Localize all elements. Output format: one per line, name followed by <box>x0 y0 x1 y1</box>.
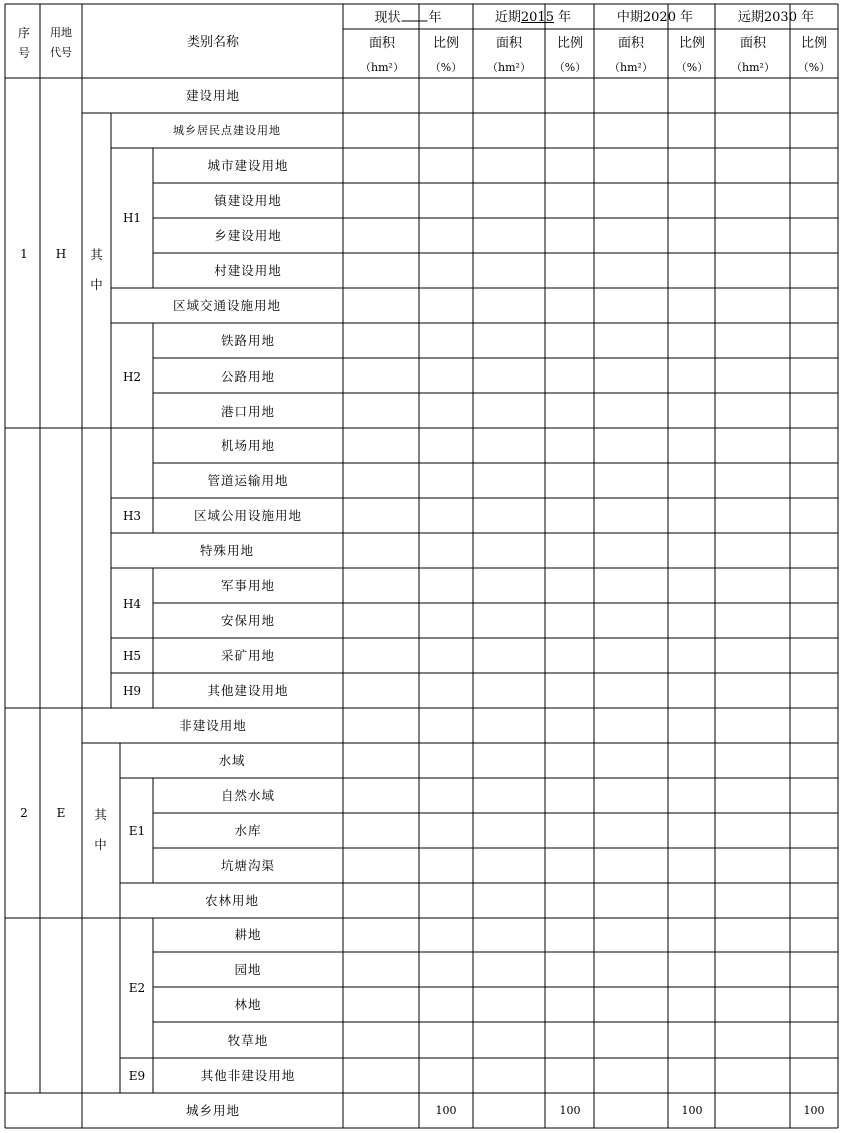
category-label: 林地 <box>234 997 262 1012</box>
category-header: 类别名称 <box>186 35 240 50</box>
category-label: 军事用地 <box>220 578 276 593</box>
category-label: 机场用地 <box>220 438 276 453</box>
category-label: 镇建设用地 <box>214 193 282 208</box>
category-label: 港口用地 <box>220 404 276 419</box>
ratio-header: 比例 <box>432 36 460 51</box>
qizhong-label: 其中 <box>94 807 108 852</box>
category-label: 公路用地 <box>220 369 276 384</box>
category-label: 特殊用地 <box>199 543 255 558</box>
ratio-header: 比例 <box>800 36 828 51</box>
total-label: 城乡用地 <box>185 1103 241 1118</box>
subclass-code: H1 <box>122 211 142 225</box>
category-label: 其他建设用地 <box>207 683 289 698</box>
area-unit: （hm²） <box>487 61 531 74</box>
area-unit: （hm²） <box>609 61 653 74</box>
subclass-code: H2 <box>122 370 142 384</box>
qizhong-label: 其中 <box>90 247 104 292</box>
serial-header: 序号 <box>17 26 30 60</box>
category-label: 区域交通设施用地 <box>172 298 282 313</box>
category-title: 建设用地 <box>185 88 241 103</box>
ratio-unit: （%） <box>797 61 831 74</box>
subclass-code: H3 <box>122 509 142 523</box>
category-label: 园地 <box>234 962 262 977</box>
ratio-unit: （%） <box>429 61 463 74</box>
category-label: 水域 <box>218 753 246 768</box>
total-ratio-near: 100 <box>559 1104 581 1117</box>
area-header: 面积 <box>495 36 523 51</box>
category-label: 耕地 <box>234 927 262 942</box>
code-cell: H <box>55 247 67 261</box>
subclass-code: H9 <box>122 684 142 698</box>
category-label: 乡建设用地 <box>214 228 282 243</box>
category-label: 城市建设用地 <box>207 158 289 173</box>
category-label: 安保用地 <box>220 613 276 628</box>
ratio-unit: （%） <box>675 61 709 74</box>
serial-cell: 1 <box>20 247 28 261</box>
category-label: 牧草地 <box>227 1033 269 1048</box>
area-unit: （hm²） <box>360 61 404 74</box>
ratio-header: 比例 <box>556 36 584 51</box>
area-unit: （hm²） <box>731 61 775 74</box>
subclass-code: H5 <box>122 649 142 663</box>
total-ratio-mid: 100 <box>681 1104 703 1117</box>
area-header: 面积 <box>617 36 645 51</box>
category-label: 管道运输用地 <box>207 473 289 488</box>
subclass-code: E9 <box>128 1069 146 1083</box>
subclass-code: E1 <box>128 824 146 838</box>
subclass-code: H4 <box>122 597 142 611</box>
ratio-unit: （%） <box>553 61 587 74</box>
category-label: 坑塘沟渠 <box>220 858 276 873</box>
code-header: 用地代号 <box>50 26 72 59</box>
category-label: 村建设用地 <box>214 263 282 278</box>
period-current-header: 现状 年 <box>374 10 442 26</box>
serial-cell: 2 <box>20 806 28 820</box>
period-current-year-blank <box>402 10 428 22</box>
category-label: 自然水域 <box>220 788 276 803</box>
category-label: 其他非建设用地 <box>200 1068 296 1083</box>
category-label: 采矿用地 <box>220 648 276 663</box>
category-label: 城乡居民点建设用地 <box>173 124 281 137</box>
total-ratio-current: 100 <box>435 1104 457 1117</box>
category-label: 水库 <box>234 823 262 838</box>
code-cell: E <box>56 806 66 820</box>
category-label: 区域公用设施用地 <box>193 508 303 523</box>
subclass-code: E2 <box>128 981 146 995</box>
category-title: 非建设用地 <box>179 718 247 733</box>
area-header: 面积 <box>739 36 767 51</box>
category-label: 农林用地 <box>204 893 260 908</box>
category-label: 铁路用地 <box>220 333 276 348</box>
period-far-header: 远期2030 年 <box>737 10 815 25</box>
ratio-header: 比例 <box>678 36 706 51</box>
period-near-header: 近期2015 年 <box>494 10 572 25</box>
area-header: 面积 <box>368 36 396 51</box>
total-ratio-far: 100 <box>803 1104 825 1117</box>
period-mid-header: 中期2020 年 <box>616 10 694 25</box>
